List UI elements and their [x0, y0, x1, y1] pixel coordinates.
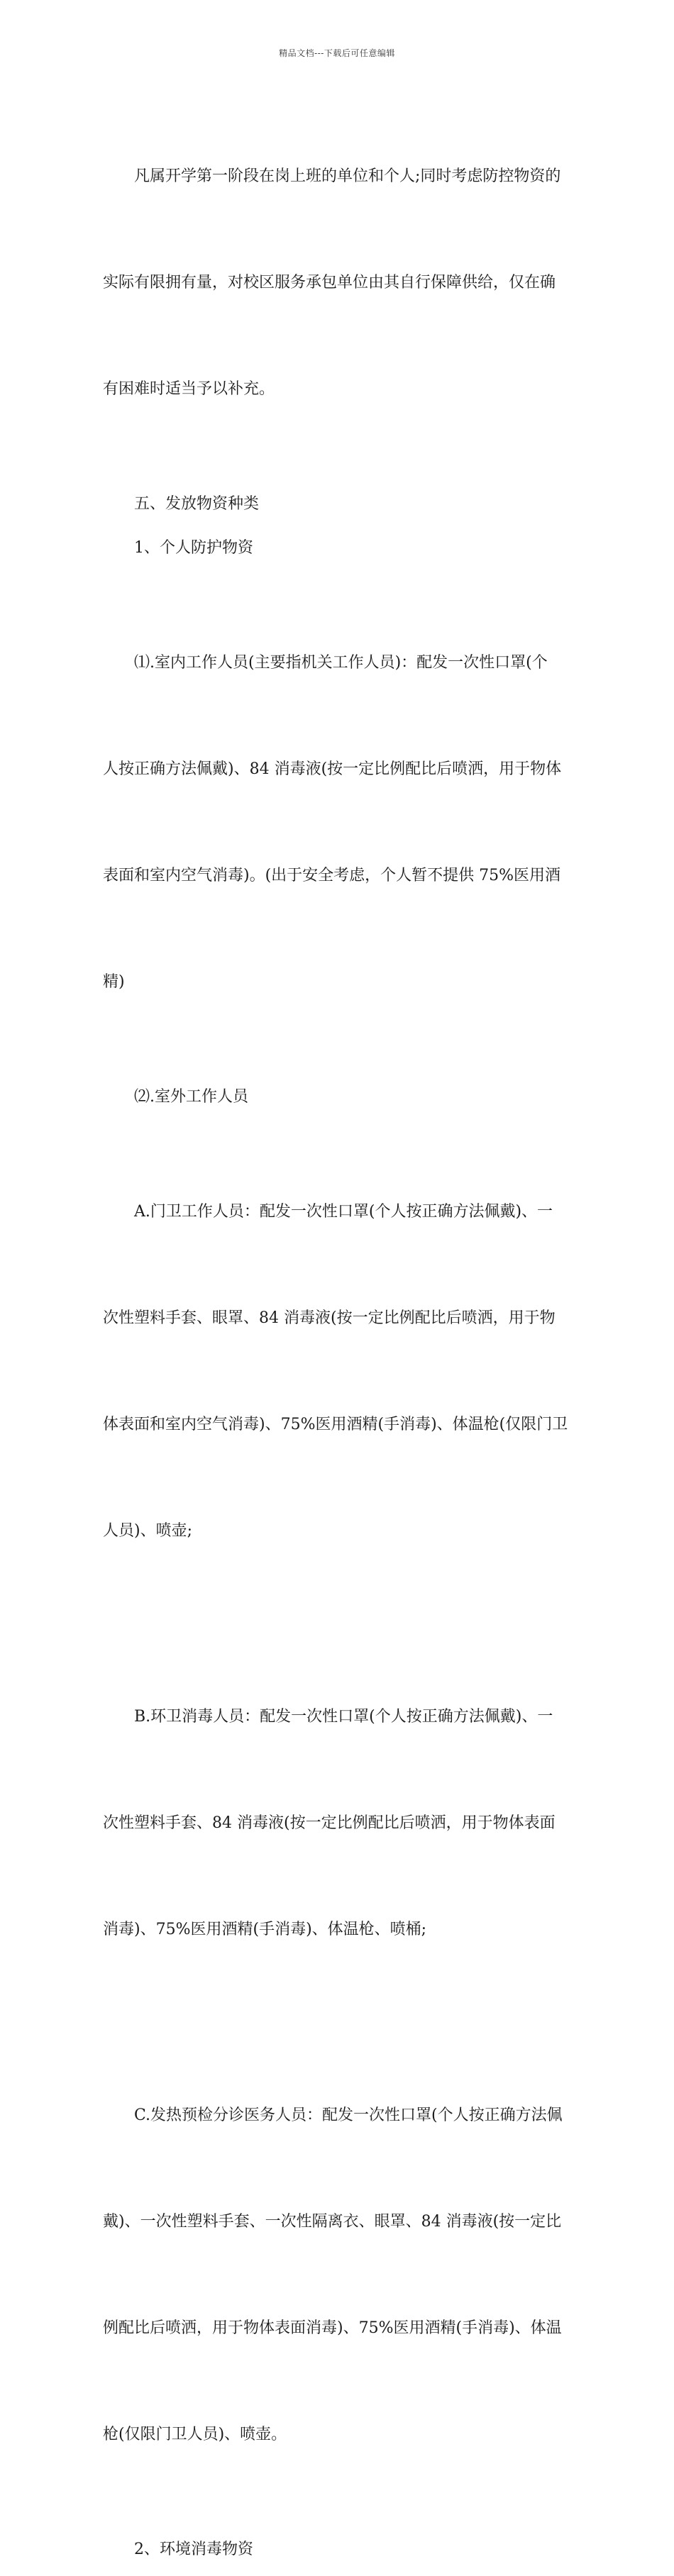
text-line: 精) — [103, 973, 125, 991]
text-line: 枪(仅限门卫人员)、喷壶。 — [103, 2426, 287, 2443]
paragraph-indoor-staff — [103, 574, 575, 1071]
subsection-heading-2: 2、环境消毒物资 — [134, 2541, 253, 2558]
text-line: ⑴.室内工作人员(主要指机关工作人员)：配发一次性口罩(个 — [134, 654, 548, 672]
text-line: C.发热预检分诊医务人员：配发一次性口罩(个人按正确方法佩 — [134, 2106, 563, 2124]
text-line: 有困难时适当予以补充。 — [103, 380, 275, 398]
text-line: 人员)、喷壶; — [103, 1522, 192, 1540]
paragraph-medical-staff — [103, 2027, 575, 2524]
text-line: 例配比后喷洒，用于物体表面消毒)、75%医用酒精(手消毒)、体温 — [103, 2319, 562, 2337]
text-line: 次性塑料手套、84 消毒液(按一定比例配比后喷洒，用于物体表面 — [103, 1814, 556, 1832]
section-heading-5: 五、发放物资种类 — [134, 495, 260, 513]
text-line: 戴)、一次性塑料手套、一次性隔离衣、眼罩、84 消毒液(按一定比 — [103, 2213, 562, 2231]
text-line: 体表面和室内空气消毒)、75%医用酒精(手消毒)、体温枪(仅限门卫 — [103, 1416, 568, 1433]
subsection-heading-1: 1、个人防护物资 — [134, 539, 253, 557]
page-header: 精品文档---下载后可任意编辑 — [279, 48, 395, 58]
text-line: A.门卫工作人员：配发一次性口罩(个人按正确方法佩戴)、一 — [134, 1203, 553, 1221]
text-line: 表面和室内空气消毒)。(出于安全考虑，个人暂不提供 75%医用酒 — [103, 867, 561, 884]
text-line: 凡属开学第一阶段在岗上班的单位和个人;同时考虑防控物资的 — [134, 167, 561, 185]
text-line: 消毒)、75%医用酒精(手消毒)、体温枪、喷桶; — [103, 1921, 427, 1938]
paragraph-scope — [103, 88, 575, 478]
text-line: 次性塑料手套、眼罩、84 消毒液(按一定比例配比后喷洒，用于物 — [103, 1309, 556, 1327]
text-line: 人按正确方法佩戴)、84 消毒液(按一定比例配比后喷洒，用于物体 — [103, 760, 562, 778]
text-line: B.环卫消毒人员：配发一次性口罩(个人按正确方法佩戴)、一 — [134, 1708, 553, 1726]
document-body — [103, 88, 575, 2576]
subsection-heading-outdoor: ⑵.室外工作人员 — [134, 1088, 248, 1106]
paragraph-sanitation-staff — [103, 1628, 575, 2019]
text-line: 实际有限拥有量，对校区服务承包单位由其自行保障供给，仅在确 — [103, 274, 556, 292]
paragraph-guard-staff — [103, 1123, 575, 1620]
